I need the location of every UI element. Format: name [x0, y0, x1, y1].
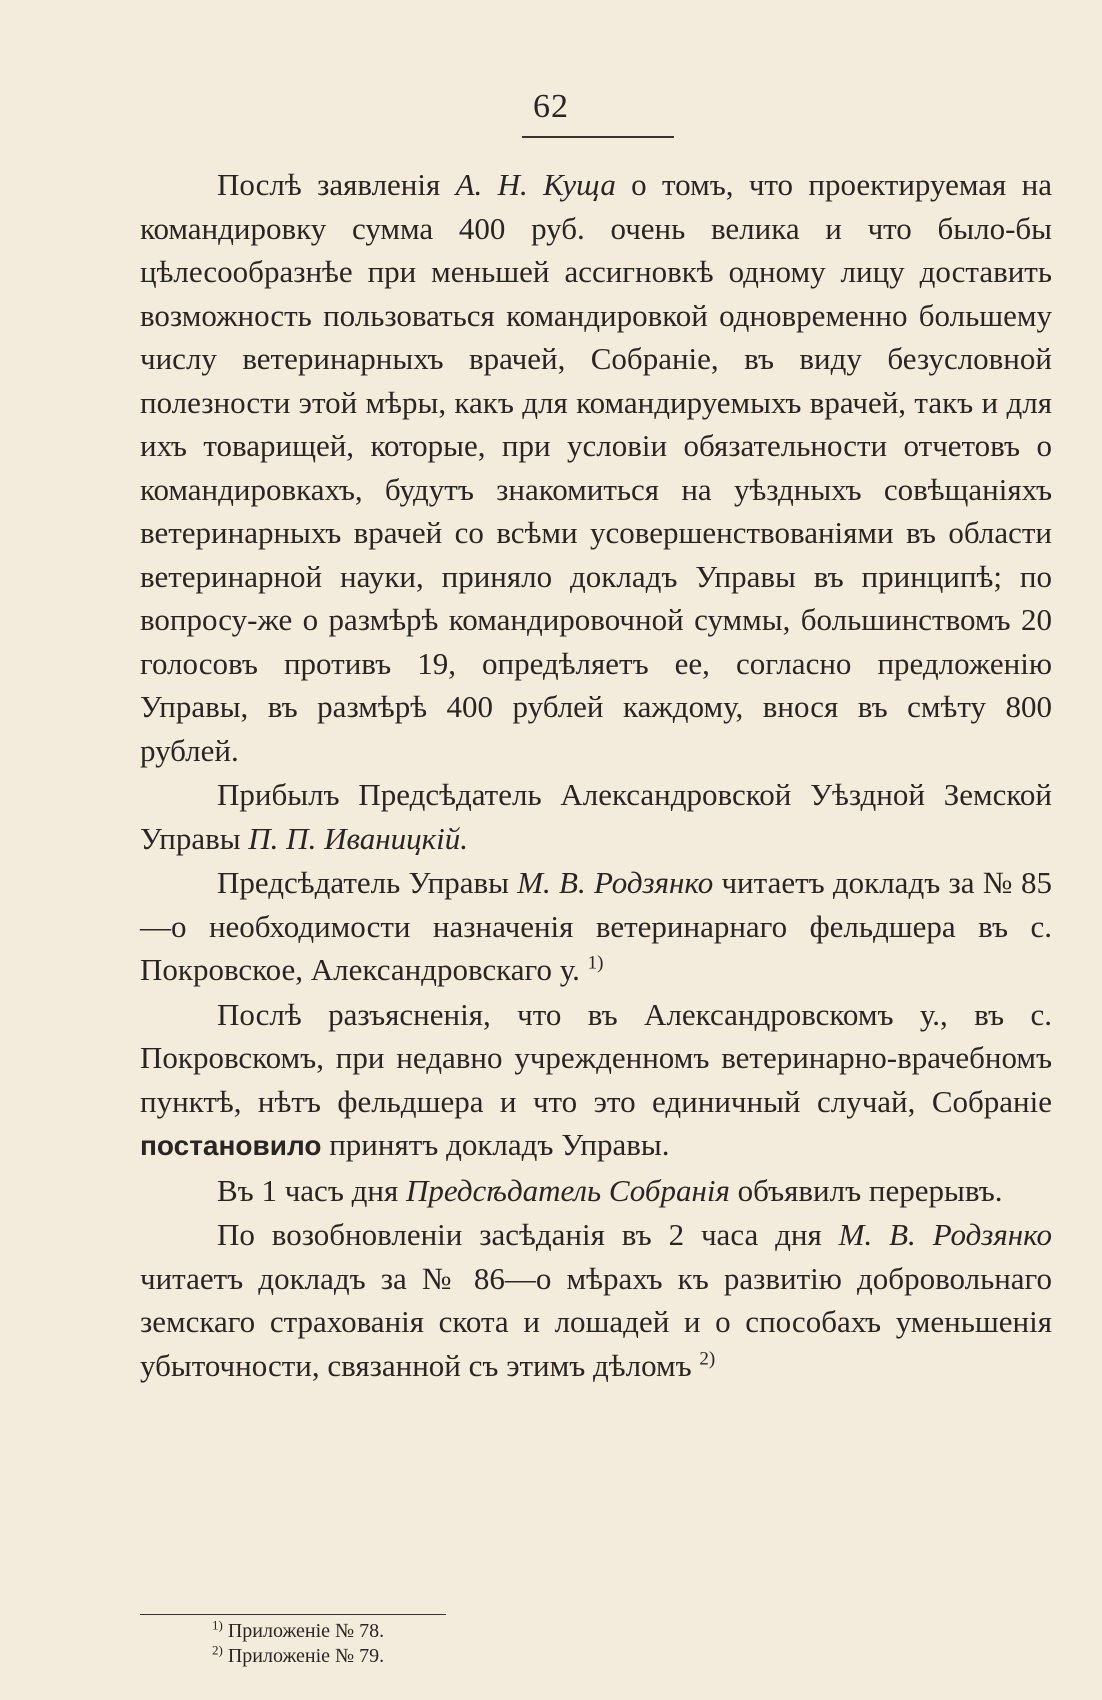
- paragraph: [140, 861, 1052, 992]
- paragraph-segment: Предсѣдатель Собранія: [405, 1172, 730, 1208]
- footnote-2-mark: 2): [212, 1642, 223, 1658]
- paragraph: [140, 993, 1052, 1168]
- paragraph-segment: объявилъ перерывъ.: [729, 1172, 1003, 1208]
- paragraph-segment: М. В. Родзянко: [838, 1217, 1052, 1252]
- paragraph-segment: Послѣ разъясненія, что въ Александровскомъ у., въ с. Покровскомъ, при недавно учрежденномъ ветеринарно-врачебномъ пунктѣ, нѣтъ фельдшера и что это единичный случай, Собраніе: [140, 996, 1052, 1119]
- paragraph-segment: читаетъ докладъ за № 86—о мѣрахъ къ развитію добровольнаго земскаго страхованія скота и лошадей и о способахъ уменьшенія убыточности, связанной съ этимъ дѣломъ: [140, 1260, 1052, 1383]
- paragraph-segment: М. В. Родзянко: [517, 865, 714, 900]
- paragraph-segment: Послѣ заявленія: [217, 167, 456, 202]
- paragraph-segment: принятъ докладъ Управы.: [321, 1127, 670, 1162]
- paragraph: [140, 1169, 1052, 1213]
- paragraph-segment: По возобновленіи засѣданія въ 2 часа дня: [217, 1217, 839, 1252]
- footnote-1: [212, 1619, 384, 1644]
- paragraph-segment: о томъ, что проектируемая на командировку сумма 400 руб. очень велика и что было-бы цѣлесообразнѣе при меньшей ассигновкѣ одному лицу доставить возможность пользоваться командировкой одновременно большему числу ветеринарныхъ врачей, Собраніе, въ виду безусловной полезности этой мѣры, какъ для командируемыхъ врачей, такъ и для ихъ товарищей, которые, при условіи обязательности отчетовъ о командировкахъ, будутъ знакомиться на уѣздныхъ совѣщаніяхъ ветеринарныхъ врачей со всѣми усовершенствованіями въ области ветеринарной науки, приняло докладъ Управы въ принципѣ; по вопросу-же о размѣрѣ командировочной суммы, большинствомъ 20 голосовъ противъ 19, опредѣляетъ ее, согласно предложенію Управы, въ размѣрѣ 400 рублей каждому, внося въ смѣту 800 рублей.: [140, 167, 1052, 768]
- footnote-rule: [140, 1614, 446, 1615]
- header-rule: [522, 136, 674, 138]
- body-text: [140, 163, 1052, 1387]
- paragraph-segment: постановило: [140, 1130, 322, 1161]
- paragraph-segment: П. П. Иваницкій.: [248, 820, 468, 856]
- footnote-2-text: Приложеніе № 79.: [227, 1645, 385, 1667]
- footnote-ref: 1): [587, 952, 604, 974]
- paragraph: [140, 1213, 1052, 1387]
- paragraph-segment: А. Н. Куща: [455, 167, 616, 202]
- footnotes: [212, 1619, 384, 1669]
- footnote-1-mark: 1): [212, 1617, 223, 1633]
- paragraph: [140, 773, 1052, 860]
- footnote-ref: 2): [699, 1348, 716, 1370]
- paragraph-segment: читаетъ докладъ за № 85—о необходимости назначенія ветеринарнаго фельдшера въ с. Покровское, Александровскаго у.: [140, 865, 1052, 987]
- paragraph-segment: Въ 1 часъ дня: [217, 1172, 406, 1208]
- footnote-2: [212, 1644, 384, 1669]
- paragraph: [140, 163, 1052, 772]
- page-number: 62: [533, 88, 569, 125]
- paragraph-segment: Предсѣдатель Управы: [217, 865, 518, 900]
- footnote-1-text: Приложеніе № 78.: [227, 1620, 385, 1642]
- paragraph-segment: Прибылъ Предсѣдатель Александровской Уѣздной Земской Управы: [140, 777, 1052, 856]
